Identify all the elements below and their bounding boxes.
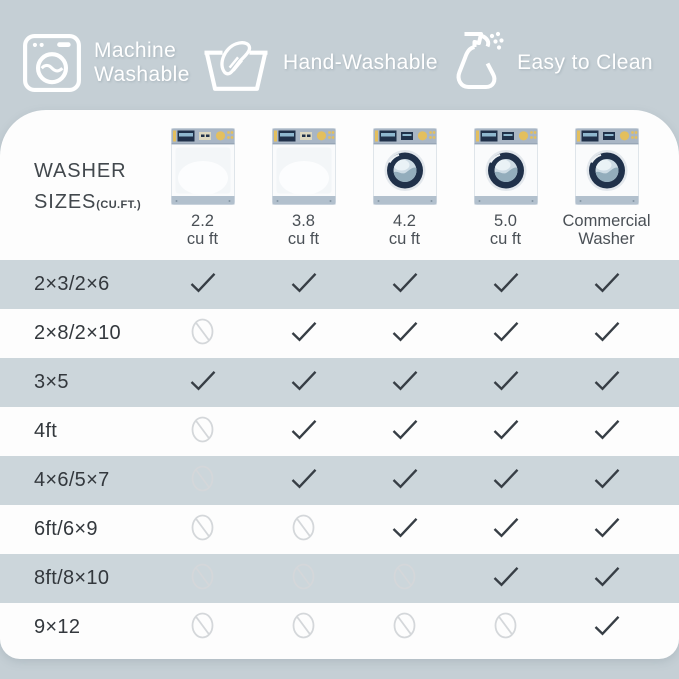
- table-cell: [455, 418, 556, 446]
- table-cell: [253, 369, 354, 397]
- table-cell: [354, 516, 455, 544]
- table-cell: [556, 369, 657, 397]
- table-cell: [152, 464, 253, 498]
- row-label: 4×6/5×7: [34, 469, 110, 491]
- table-cell: [253, 271, 354, 299]
- washer-size-label: 2.2 cu ft: [186, 212, 219, 249]
- table-row: [0, 407, 679, 456]
- washer-column: [253, 110, 354, 260]
- feature-label: Hand-Washable: [282, 50, 438, 74]
- table-cell: [455, 369, 556, 397]
- check-icon: [289, 320, 319, 348]
- spray-bottle-icon: [449, 29, 505, 97]
- row-label: 6ft/6×9: [34, 518, 98, 540]
- washing-machine-icon: [22, 33, 82, 93]
- table-row: [0, 358, 679, 407]
- not-allowed-icon: [190, 415, 215, 449]
- row-label: 4ft: [34, 420, 58, 442]
- table-cell: [354, 271, 455, 299]
- table-cell: [556, 418, 657, 446]
- washer-size-label: 3.8 cu ft: [287, 212, 320, 249]
- not-allowed-icon: [392, 611, 417, 645]
- table-header: [0, 110, 679, 260]
- check-icon: [491, 467, 521, 495]
- check-icon: [592, 467, 622, 495]
- row-label: 2×3/2×6: [34, 273, 110, 295]
- washer-size-card: [0, 110, 679, 659]
- table-cell: [253, 418, 354, 446]
- check-icon: [592, 565, 622, 593]
- table-cell: [556, 271, 657, 299]
- check-icon: [592, 516, 622, 544]
- table-cell: [556, 320, 657, 348]
- not-allowed-icon: [392, 562, 417, 596]
- check-icon: [592, 369, 622, 397]
- check-icon: [491, 565, 521, 593]
- washer-front-load-icon: [372, 127, 438, 207]
- check-icon: [390, 271, 420, 299]
- not-allowed-icon: [190, 611, 215, 645]
- washer-column: [556, 110, 657, 260]
- table-cell: [556, 467, 657, 495]
- washer-closed-icon: [170, 127, 236, 207]
- check-icon: [491, 516, 521, 544]
- table-cell: [455, 565, 556, 593]
- table-cell: [253, 611, 354, 645]
- washer-size-label: 4.2 cu ft: [388, 212, 421, 249]
- table-row: [0, 309, 679, 358]
- table-cell: [354, 562, 455, 596]
- row-label: 8ft/8×10: [34, 567, 110, 589]
- table-cell: [253, 467, 354, 495]
- row-label: 2×8/2×10: [34, 322, 121, 344]
- washer-size-label: Commercial Washer: [562, 212, 651, 249]
- not-allowed-icon: [291, 611, 316, 645]
- check-icon: [592, 320, 622, 348]
- not-allowed-icon: [493, 611, 518, 645]
- feature-machine-washable: [22, 33, 190, 93]
- table-cell: [354, 320, 455, 348]
- washer-size-label: 5.0 cu ft: [489, 212, 522, 249]
- feature-label: Easy to Clean: [517, 50, 653, 74]
- check-icon: [390, 516, 420, 544]
- not-allowed-icon: [190, 513, 215, 547]
- table-row: [0, 260, 679, 309]
- corner-title-line1: WASHER: [34, 160, 127, 182]
- table-cell: [354, 418, 455, 446]
- feature-easy-to-clean: [449, 29, 653, 97]
- not-allowed-icon: [291, 562, 316, 596]
- check-icon: [289, 418, 319, 446]
- feature-hand-washable: [201, 32, 438, 94]
- table-cell: [253, 320, 354, 348]
- corner-title-line2: SIZES(CU.FT.): [34, 191, 142, 213]
- table-cell: [455, 320, 556, 348]
- table-cell: [354, 467, 455, 495]
- check-icon: [289, 467, 319, 495]
- check-icon: [491, 418, 521, 446]
- washer-front-load-icon: [574, 127, 640, 207]
- check-icon: [289, 369, 319, 397]
- check-icon: [491, 320, 521, 348]
- washer-column: [152, 110, 253, 260]
- table-cell: [152, 513, 253, 547]
- check-icon: [188, 369, 218, 397]
- check-icon: [390, 369, 420, 397]
- table-cell: [455, 611, 556, 645]
- corner-title: [0, 110, 152, 260]
- table-cell: [152, 562, 253, 596]
- not-allowed-icon: [291, 513, 316, 547]
- check-icon: [592, 418, 622, 446]
- hand-wash-icon: [201, 32, 271, 94]
- size-table: [0, 260, 679, 652]
- check-icon: [390, 467, 420, 495]
- table-cell: [455, 516, 556, 544]
- washer-column: [354, 110, 455, 260]
- check-icon: [491, 271, 521, 299]
- table-row: [0, 554, 679, 603]
- check-icon: [289, 271, 319, 299]
- table-row: [0, 603, 679, 652]
- table-row: [0, 505, 679, 554]
- table-cell: [253, 562, 354, 596]
- table-cell: [152, 611, 253, 645]
- table-cell: [354, 369, 455, 397]
- feature-strip: [0, 0, 679, 110]
- not-allowed-icon: [190, 464, 215, 498]
- table-cell: [354, 611, 455, 645]
- table-row: [0, 456, 679, 505]
- check-icon: [390, 418, 420, 446]
- not-allowed-icon: [190, 562, 215, 596]
- washer-columns: [152, 110, 657, 260]
- table-cell: [556, 516, 657, 544]
- row-label: 9×12: [34, 616, 81, 638]
- check-icon: [592, 271, 622, 299]
- check-icon: [390, 320, 420, 348]
- washer-front-load-icon: [473, 127, 539, 207]
- table-cell: [556, 614, 657, 642]
- feature-label: Machine Washable: [94, 38, 190, 86]
- check-icon: [188, 271, 218, 299]
- table-cell: [556, 565, 657, 593]
- table-cell: [152, 415, 253, 449]
- table-cell: [455, 467, 556, 495]
- washer-closed-icon: [271, 127, 337, 207]
- table-cell: [152, 369, 253, 397]
- washer-column: [455, 110, 556, 260]
- table-cell: [253, 513, 354, 547]
- table-cell: [152, 317, 253, 351]
- table-cell: [455, 271, 556, 299]
- check-icon: [491, 369, 521, 397]
- not-allowed-icon: [190, 317, 215, 351]
- row-label: 3×5: [34, 371, 69, 393]
- table-cell: [152, 271, 253, 299]
- check-icon: [592, 614, 622, 642]
- corner-title-suffix: (CU.FT.): [96, 199, 142, 211]
